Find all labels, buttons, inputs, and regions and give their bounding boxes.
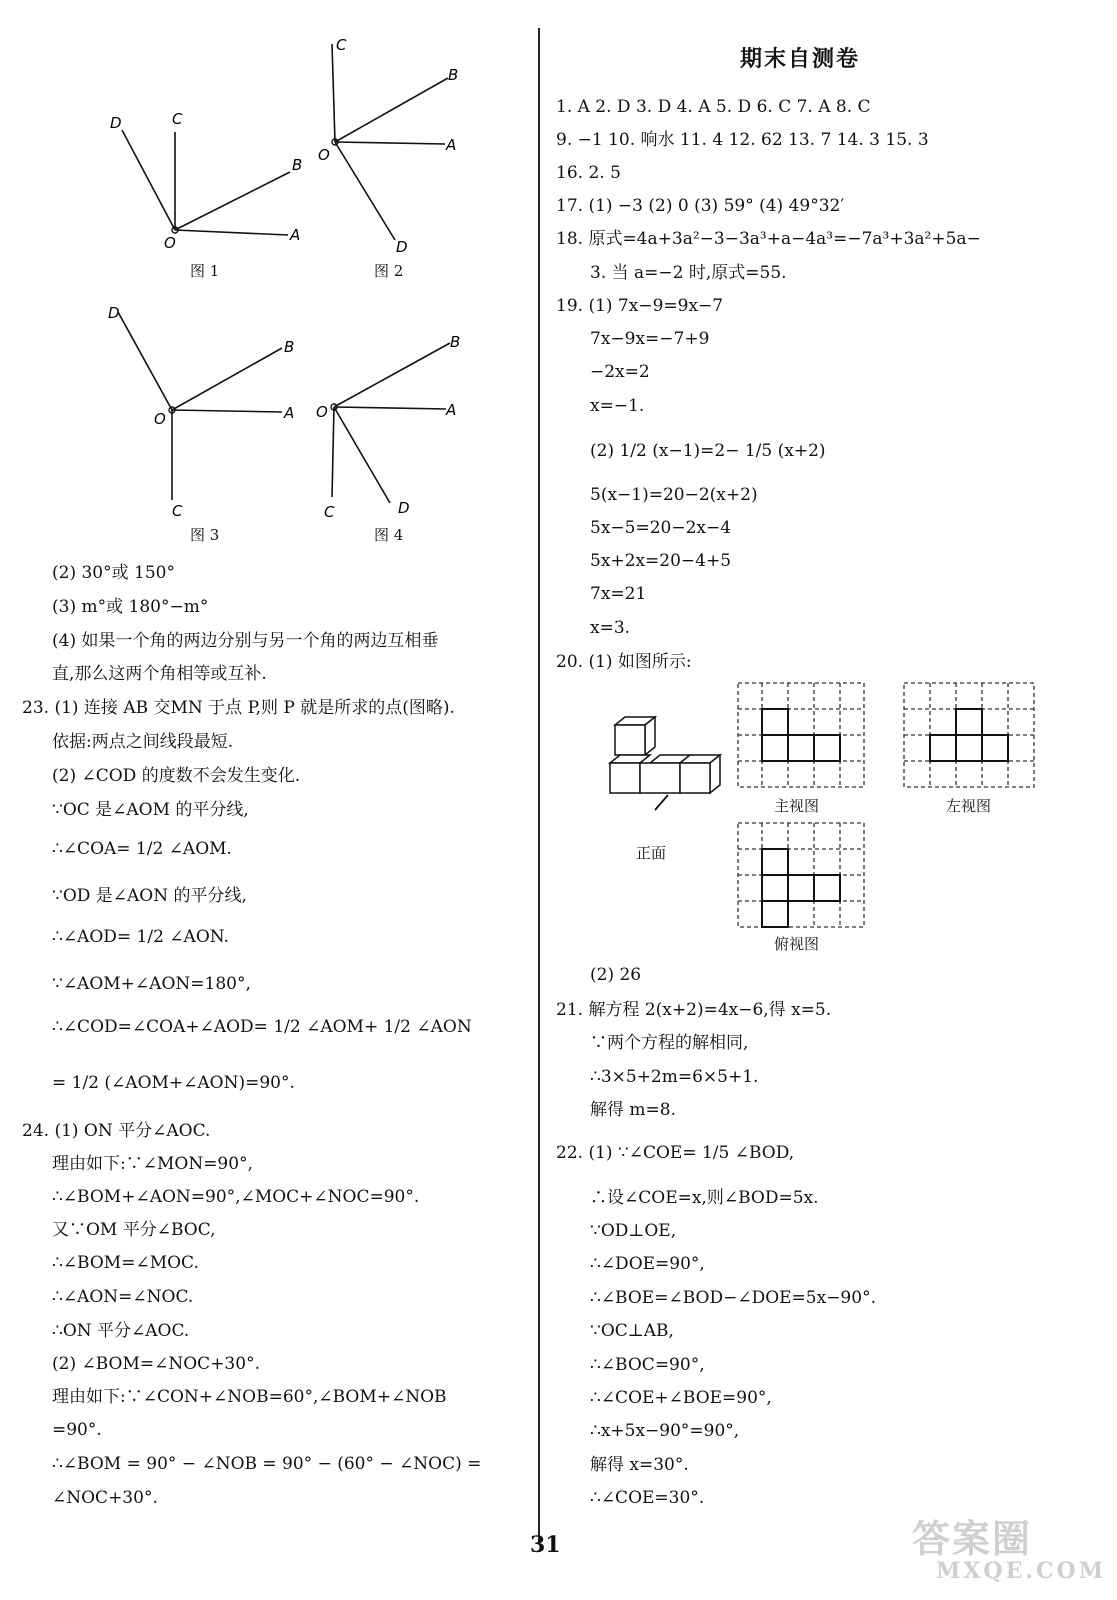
right-line: ∴∠BOE=∠BOD−∠DOE=5x−90°. <box>590 1288 876 1308</box>
left-line: ∴∠AON=∠NOC. <box>52 1287 194 1307</box>
left-line: 23. (1) 连接 AB 交MN 于点 P,则 P 就是所求的点(图略). <box>22 698 455 718</box>
left-line: ∴∠BOM=∠MOC. <box>52 1253 199 1273</box>
right-line: 19. (1) 7x−9=9x−7 <box>556 296 724 316</box>
left-line: (2) ∠COD 的度数不会发生变化. <box>52 766 301 786</box>
left-line: (4) 如果一个角的两边分别与另一个角的两边互相垂 <box>52 631 439 651</box>
figure-3 <box>100 300 310 525</box>
front-label: 正面 <box>636 844 667 862</box>
left-view-label: 左视图 <box>946 797 992 815</box>
left-line: (2) ∠BOM=∠NOC+30°. <box>52 1354 260 1374</box>
right-line: 18. 原式=4a+3a²−3−3a³+a−4a³=−7a³+3a²+5a− <box>556 229 981 249</box>
fig2-label: C <box>336 36 347 54</box>
fig3-label: O <box>154 410 166 428</box>
left-line: ∵∠AOM+∠AON=180°, <box>52 974 251 994</box>
fig1-label: O <box>164 234 176 252</box>
left-line: ∴∠COA= 1/2 ∠AOM. <box>52 839 232 859</box>
figure-4-caption: 图 4 <box>374 526 404 544</box>
page-number: 31 <box>530 1532 561 1558</box>
main-view-label: 主视图 <box>774 797 820 815</box>
fig4-label: A <box>446 401 457 419</box>
left-line: ∴∠BOM = 90° − ∠NOB = 90° − (60° − ∠NOC) = <box>52 1454 482 1474</box>
left-line: ∵OD 是∠AON 的平分线, <box>52 886 247 906</box>
right-line: 解得 m=8. <box>590 1100 676 1120</box>
left-line: 直,那么这两个角相等或互补. <box>52 664 267 684</box>
figure-3-caption: 图 3 <box>190 526 220 544</box>
right-line: 1. A 2. D 3. D 4. A 5. D 6. C 7. A 8. C <box>556 97 871 117</box>
left-line: 理由如下:∵∠CON+∠NOB=60°,∠BOM+∠NOB <box>52 1387 447 1407</box>
page-title: 期末自测卷 <box>740 46 861 72</box>
fig3-label: D <box>108 304 120 322</box>
top-view-label: 俯视图 <box>774 935 820 953</box>
right-line: 9. −1 10. 响水 11. 4 12. 62 13. 7 14. 3 15. 3 <box>556 130 929 150</box>
left-line: =90°. <box>52 1420 102 1440</box>
right-line: 3. 当 a=−2 时,原式=55. <box>590 263 787 283</box>
right-line: x=−1. <box>590 396 645 416</box>
right-line: 7x=21 <box>590 584 647 604</box>
left-line: 理由如下:∵∠MON=90°, <box>52 1154 253 1174</box>
cube-solid-figure <box>600 715 730 825</box>
right-line: 16. 2. 5 <box>556 163 621 183</box>
right-line: 5x−5=20−2x−4 <box>590 518 732 538</box>
right-line: 20. (1) 如图所示: <box>556 652 692 672</box>
left-line: (3) m°或 180°−m° <box>52 597 209 617</box>
fig3-label: A <box>284 404 295 422</box>
fig1-label: C <box>172 110 183 128</box>
fig3-label: C <box>172 502 183 520</box>
fig1-label: D <box>110 114 122 132</box>
figure-2-caption: 图 2 <box>374 262 404 280</box>
left-line: ∵OC 是∠AOM 的平分线, <box>52 800 249 820</box>
right-line: ∴∠COE+∠BOE=90°, <box>590 1388 772 1408</box>
fig1-label: A <box>290 226 301 244</box>
fig4-label: B <box>450 333 461 351</box>
figure-1-caption: 图 1 <box>190 262 220 280</box>
fig3-label: B <box>284 338 295 356</box>
right-line: (2) 26 <box>590 965 642 985</box>
fig4-label: O <box>316 403 328 421</box>
right-line: ∵两个方程的解相同, <box>590 1033 749 1053</box>
fig4-label: C <box>324 503 335 521</box>
right-line: ∵OD⊥OE, <box>590 1221 677 1241</box>
right-line: ∵OC⊥AB, <box>590 1321 674 1341</box>
fig2-label: B <box>448 66 459 84</box>
watermark: 答案圈 <box>912 1516 1033 1561</box>
column-divider <box>538 28 540 1543</box>
right-line: 17. (1) −3 (2) 0 (3) 59° (4) 49°32′ <box>556 196 845 216</box>
left-line: ∴∠COD=∠COA+∠AOD= 1/2 ∠AOM+ 1/2 ∠AON <box>52 1017 472 1037</box>
right-line: x=3. <box>590 618 631 638</box>
right-line: (2) 1/2 (x−1)=2− 1/5 (x+2) <box>590 441 826 461</box>
right-line: 7x−9x=−7+9 <box>590 329 710 349</box>
left-line: ∴∠AOD= 1/2 ∠AON. <box>52 927 229 947</box>
left-line: ∴∠BOM+∠AON=90°,∠MOC+∠NOC=90°. <box>52 1187 420 1207</box>
watermark-url: MXQE.COM <box>936 1558 1107 1584</box>
right-line: 21. 解方程 2(x+2)=4x−6,得 x=5. <box>556 1000 832 1020</box>
right-line: ∴∠DOE=90°, <box>590 1254 705 1274</box>
right-line: ∴∠COE=30°. <box>590 1488 705 1508</box>
right-line: ∴∠BOC=90°, <box>590 1355 705 1375</box>
right-line: ∴设∠COE=x,则∠BOD=5x. <box>590 1188 819 1208</box>
fig2-label: A <box>446 136 457 154</box>
left-line: 24. (1) ON 平分∠AOC. <box>22 1121 211 1141</box>
top-view-grid <box>737 822 867 932</box>
fig1-label: B <box>292 156 303 174</box>
figure-1 <box>100 100 320 285</box>
main-view-grid <box>737 682 867 792</box>
left-line: ∠NOC+30°. <box>52 1488 158 1508</box>
figure-2 <box>310 30 480 260</box>
right-line: ∴x+5x−90°=90°, <box>590 1421 740 1441</box>
left-line: ∴ON 平分∠AOC. <box>52 1321 190 1341</box>
right-line: −2x=2 <box>590 362 650 382</box>
fig4-label: D <box>398 499 410 517</box>
right-line: 22. (1) ∵∠COE= 1/5 ∠BOD, <box>556 1143 795 1163</box>
left-line: (2) 30°或 150° <box>52 563 175 583</box>
right-line: ∴3×5+2m=6×5+1. <box>590 1067 759 1087</box>
left-line: 又∵OM 平分∠BOC, <box>52 1220 216 1240</box>
right-line: 解得 x=30°. <box>590 1455 689 1475</box>
fig2-label: D <box>396 238 408 256</box>
left-line: 依据:两点之间线段最短. <box>52 732 234 752</box>
right-line: 5(x−1)=20−2(x+2) <box>590 485 758 505</box>
figure-4 <box>310 325 480 525</box>
left-line: = 1/2 (∠AOM+∠AON)=90°. <box>52 1073 295 1093</box>
left-view-grid <box>903 682 1038 792</box>
fig2-label: O <box>318 146 330 164</box>
right-line: 5x+2x=20−4+5 <box>590 551 732 571</box>
